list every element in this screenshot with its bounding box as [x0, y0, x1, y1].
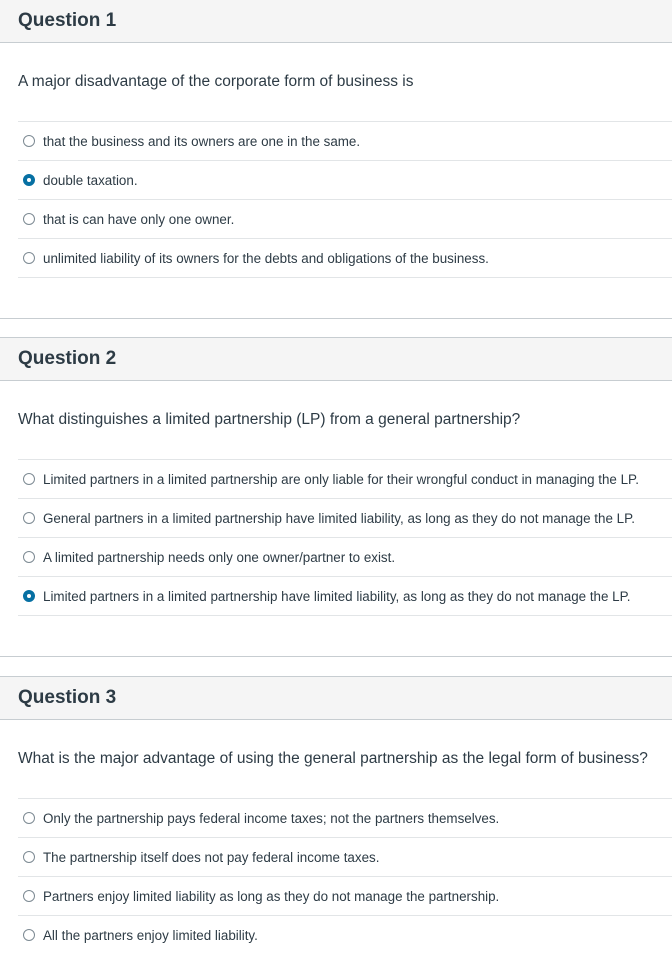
- answer-label: General partners in a limited partnership have limited liability, as long as they do not manage the LP.: [43, 510, 636, 526]
- answer-list: [0, 798, 672, 954]
- radio-button[interactable]: [23, 590, 35, 602]
- answer-option[interactable]: [18, 876, 672, 915]
- answer-label: that is can have only one owner.: [43, 211, 235, 227]
- answer-option[interactable]: [18, 537, 672, 576]
- answer-option[interactable]: [18, 160, 672, 199]
- radio-button[interactable]: [23, 135, 35, 147]
- question-header: [0, 338, 672, 381]
- question-1: [0, 0, 672, 319]
- answer-option[interactable]: [18, 498, 672, 537]
- question-text: What is the major advantage of using the general partnership as the legal form of business?: [18, 750, 648, 767]
- answer-list: [0, 459, 672, 656]
- answer-option[interactable]: [18, 121, 672, 160]
- answer-label: A limited partnership needs only one owner/partner to exist.: [43, 549, 396, 565]
- radio-button[interactable]: [23, 551, 35, 563]
- question-text: What distinguishes a limited partnership (LP) from a general partnership?: [18, 411, 521, 428]
- answer-option[interactable]: [18, 576, 672, 615]
- question-text: A major disadvantage of the corporate form of business is: [18, 73, 414, 90]
- answer-option[interactable]: [18, 798, 672, 837]
- spacer: [18, 615, 672, 656]
- question-title: Question 3: [18, 687, 117, 708]
- answer-list: [0, 121, 672, 318]
- answer-option[interactable]: [18, 915, 672, 954]
- spacer: [18, 277, 672, 318]
- answer-label: double taxation.: [43, 172, 138, 188]
- answer-label: All the partners enjoy limited liability.: [43, 927, 258, 943]
- answer-label: unlimited liability of its owners for the debts and obligations of the business.: [43, 250, 489, 266]
- radio-button[interactable]: [23, 851, 35, 863]
- radio-button[interactable]: [23, 213, 35, 225]
- question-header: [0, 677, 672, 720]
- answer-label: Only the partnership pays federal income taxes; not the partners themselves.: [43, 810, 500, 826]
- answer-label: that the business and its owners are one in the same.: [43, 133, 361, 149]
- answer-option[interactable]: [18, 459, 672, 498]
- answer-label: Partners enjoy limited liability as long as they do not manage the partnership.: [43, 888, 500, 904]
- radio-button[interactable]: [23, 252, 35, 264]
- answer-option[interactable]: [18, 199, 672, 238]
- answer-label: Limited partners in a limited partnership have limited liability, as long as they do not manage the LP.: [43, 588, 631, 604]
- radio-button[interactable]: [23, 174, 35, 186]
- question-3: [0, 676, 672, 954]
- question-title: Question 2: [18, 348, 117, 369]
- answer-option[interactable]: [18, 238, 672, 277]
- answer-label: Limited partners in a limited partnership are only liable for their wrongful conduct in managing the LP.: [43, 471, 639, 487]
- radio-button[interactable]: [23, 812, 35, 824]
- radio-button[interactable]: [23, 512, 35, 524]
- radio-button[interactable]: [23, 929, 35, 941]
- radio-button[interactable]: [23, 890, 35, 902]
- answer-label: The partnership itself does not pay federal income taxes.: [43, 849, 380, 865]
- radio-button[interactable]: [23, 473, 35, 485]
- question-2: [0, 337, 672, 657]
- question-title: Question 1: [18, 10, 117, 31]
- question-header: [0, 0, 672, 43]
- answer-option[interactable]: [18, 837, 672, 876]
